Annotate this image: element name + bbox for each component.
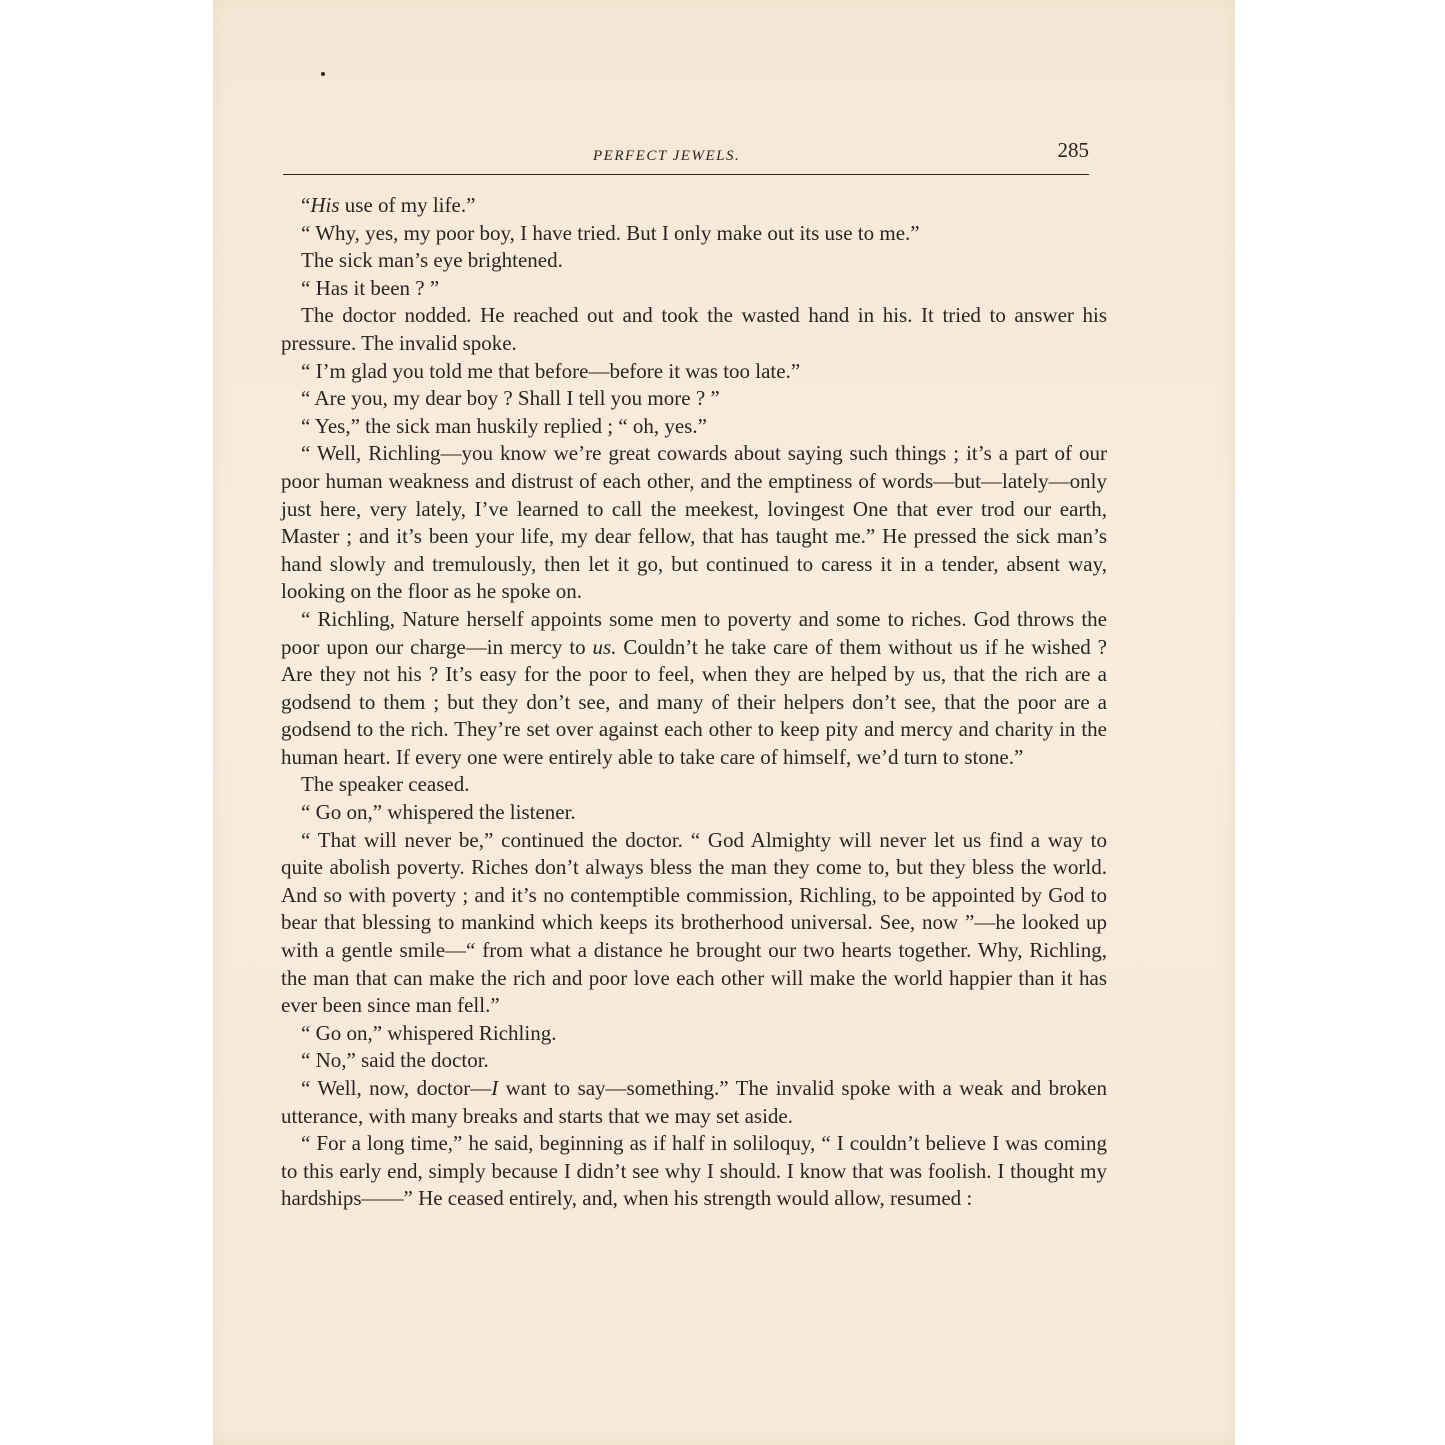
paragraph: “His use of my life.” — [301, 193, 476, 217]
paragraph: “ Well, now, doctor—I want to say—something.” The invalid spoke with a weak and broken utterance, with many breaks and starts that we may set aside. — [281, 1076, 1107, 1128]
paragraph: The doctor nodded. He reached out and took the wasted hand in his. It tried to answer his pressure. The invalid spoke. — [281, 303, 1107, 355]
paragraph: “ Go on,” whispered Richling. — [301, 1020, 557, 1045]
page-header — [283, 138, 1089, 175]
paragraph: “ Why, yes, my poor boy, I have tried. But I only make out its use to me.” — [301, 220, 920, 245]
paragraph: “ Well, Richling—you know we’re great cowards about saying such things ; it’s a part of our poor human weakness and distrust of each other, and the emptiness of words—but—lately—only just here, very lately, I’ve learned to call the meekest, lovingest One that ever trod our earth, Master ; and it’s been your life, my dear fellow, that has taught me.” He pressed the sick man’s hand slowly and tremulously, then let it go, but continued to caress it in a tender, absent way, looking on the floor as he spoke on. — [281, 441, 1107, 604]
paragraph: “ I’m glad you told me that before—before it was too late.” — [301, 358, 801, 383]
paragraph: “ Are you, my dear boy ? Shall I tell you more ? ” — [301, 386, 720, 411]
running-head: PERFECT JEWELS. — [593, 148, 741, 164]
paragraph: “ Yes,” the sick man huskily replied ; “ oh, yes.” — [301, 413, 707, 438]
paragraph: “ Has it been ? ” — [301, 275, 440, 300]
paragraph: “ For a long time,” he said, beginning as if half in soliloquy, “ I couldn’t believe I was coming to this early end, simply because I didn’t see why I should. I know that was foolish. I thought my hardships——” He ceased entirely, and, when his strength would allow, resumed : — [281, 1131, 1107, 1211]
page-speck — [321, 72, 325, 76]
paragraph: “ Richling, Nature herself appoints some men to poverty and some to riches. God throws the poor upon our charge—in mercy to us. Couldn’t he take care of them without us if he wished ? Are they not his ? It’s easy for the poor to feel, when they are helped by us, that the rich are a godsend to them ; but they don’t see, and many of their helpers don’t see, that the poor are a godsend to the rich. They’re set over against each other to keep pity and mercy and charity in the human heart. If every one were entirely able to take care of himself, we’d turn to stone.” — [281, 606, 1107, 769]
book-page — [213, 0, 1235, 1445]
paragraph: The speaker ceased. — [301, 772, 470, 797]
paragraph: “ Go on,” whispered the listener. — [301, 800, 576, 825]
paragraph: The sick man’s eye brightened. — [301, 248, 563, 273]
page-number: 285 — [1057, 138, 1089, 162]
body-text — [281, 192, 1107, 1213]
paragraph: “ That will never be,” continued the doctor. “ God Almighty will never let us find a way to quite abolish poverty. Riches don’t always bless the man they come to, but they bless the world. And so with poverty ; and it’s no contemptible commission, Richling, to be appointed by God to bear that blessing to mankind which keeps its brotherhood universal. See, now ”—he looked up with a gentle smile—“ from what a distance he brought our two hearts together. Why, Richling, the man that can make the rich and poor love each other will make the world happier than it has ever been since man fell.” — [281, 827, 1107, 1018]
paragraph: “ No,” said the doctor. — [301, 1048, 489, 1073]
